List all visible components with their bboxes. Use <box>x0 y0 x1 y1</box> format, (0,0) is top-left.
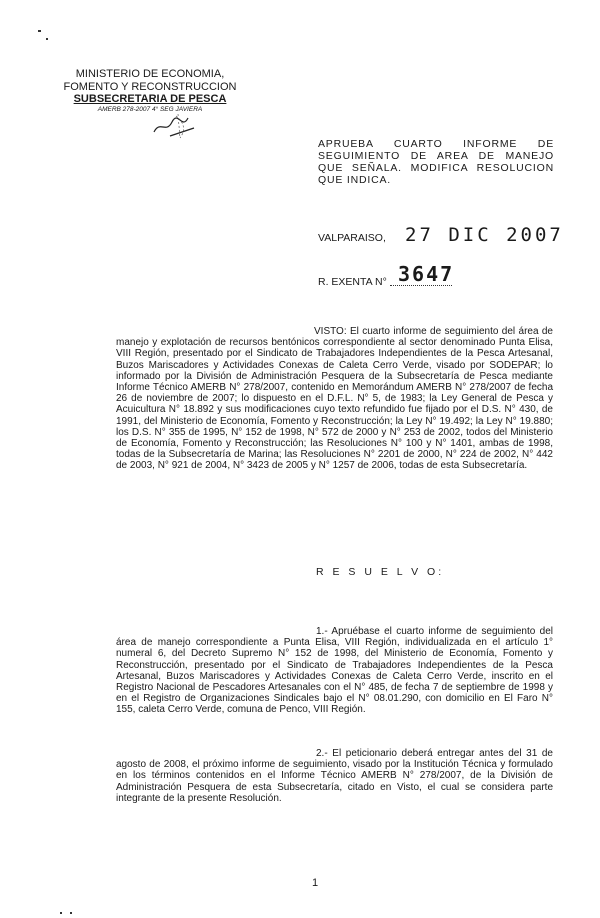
resuelvo-heading: R E S U E L V O: <box>316 566 445 578</box>
place-label: VALPARAISO, <box>318 232 386 244</box>
page-number: 1 <box>312 877 319 889</box>
visto-paragraph: VISTO: El cuarto informe de seguimiento del área de manejo y explotación de recursos bentónicos correspondiente al sector denominado Punta Elisa, VIII Región, presentado por el Sindicato de Trabajadores Independientes de la Pesca Artesanal, Buzos Mariscadores y Actividades Conexas de Caleta Cerro Verde, visado por SODEPAR; lo informado por la División de Administración Pesquera de la Subsecretaría de Pesca mediante Informe Técnico AMERB N° 278/2007, contenido en Memorándum AMERB N° 278/2007 de fecha 26 de noviembre de 2007; lo dispuesto en el D.F.L. N° 5, de 1983; la Ley General de Pesca y Acuicultura N° 18.892 y sus modificaciones cuyo texto refundido fue fijado por el D.S. N° 430, de 1991, del Ministerio de Economía, Fomento y Reconstrucción; la Ley N° 19.492; la Ley N° 19.880; los D.S. N° 355 de 1995, N° 152 de 1998, N° 572 de 2000 y N° 253 de 2002, todos del Ministerio de Economía, Fomento y Reconstrucción; las Resoluciones N° 100 y N° 1401, ambas de 1998, todas de la Subsecretaría de Marina; las Resoluciones N° 2201 de 2000, N° 224 de 2002, N° 442 de 2003, N° 921 de 2004, N° 3423 de 2005 y N° 1257 de 2006, todas de esta Subsecretaría. <box>116 326 553 472</box>
resolution-number-underline <box>390 285 452 286</box>
resolution-label: R. EXENTA N° <box>318 276 387 288</box>
article-1-paragraph: 1.- Apruébase el cuarto informe de seguimiento del área de manejo correspondiente a Punta Elisa, VIII Región, individualizada en el artículo 1° numeral 6, del Decreto Supremo N° 152 de 1998, del Ministerio de Economía, Fomento y Reconstrucción, presentado por el Sindicato de Trabajadores Independientes de la Pesca Artesanal, Buzos Mariscadores y Actividades Conexas de Caleta Cerro Verde, inscrito en el Registro Nacional de Pescadores Artesanales con el N° 485, de fecha 7 de septiembre de 1998 y en el Registro de Organizaciones Sindicales bajo el N° 08.01.290, con domicilio en El Faro N° 155, caleta Cerro Verde, comuna de Penco, VIII Región. <box>116 626 553 716</box>
resolution-number: 3647 <box>398 262 455 286</box>
resolution-title: APRUEBA CUARTO INFORME DE SEGUIMIENTO DE AREA DE MANEJO QUE SEÑALA. MODIFICA RESOLUCION QUE INDICA. <box>318 138 554 186</box>
initials-signature <box>150 112 200 140</box>
ministry-line-2: FOMENTO Y RECONSTRUCCION <box>63 80 237 93</box>
subsecretaria-line: SUBSECRETARIA DE PESCA <box>73 93 227 105</box>
reference-code: AMERB 278-2007 4° SEG JAVIERA <box>97 105 203 113</box>
letterhead <box>50 68 250 114</box>
scan-mark <box>60 912 62 914</box>
ministry-line: MINISTERIO DE ECONOMIA, <box>75 68 225 80</box>
scan-mark <box>46 38 48 40</box>
scan-mark <box>70 912 72 914</box>
date-stamp: 27 DIC 2007 <box>405 224 564 246</box>
scan-mark <box>38 30 41 32</box>
article-2-paragraph: 2.- El peticionario deberá entregar antes del 31 de agosto de 2008, el próximo informe de seguimiento, visado por la Institución Técnica y formulado en los términos contenidos en el Informe Técnico AMERB N° 278/2007, de la División de Administración Pesquera de esta Subsecretaría, citado en Visto, el cual se considera parte integrante de la presente Resolución. <box>116 748 553 804</box>
